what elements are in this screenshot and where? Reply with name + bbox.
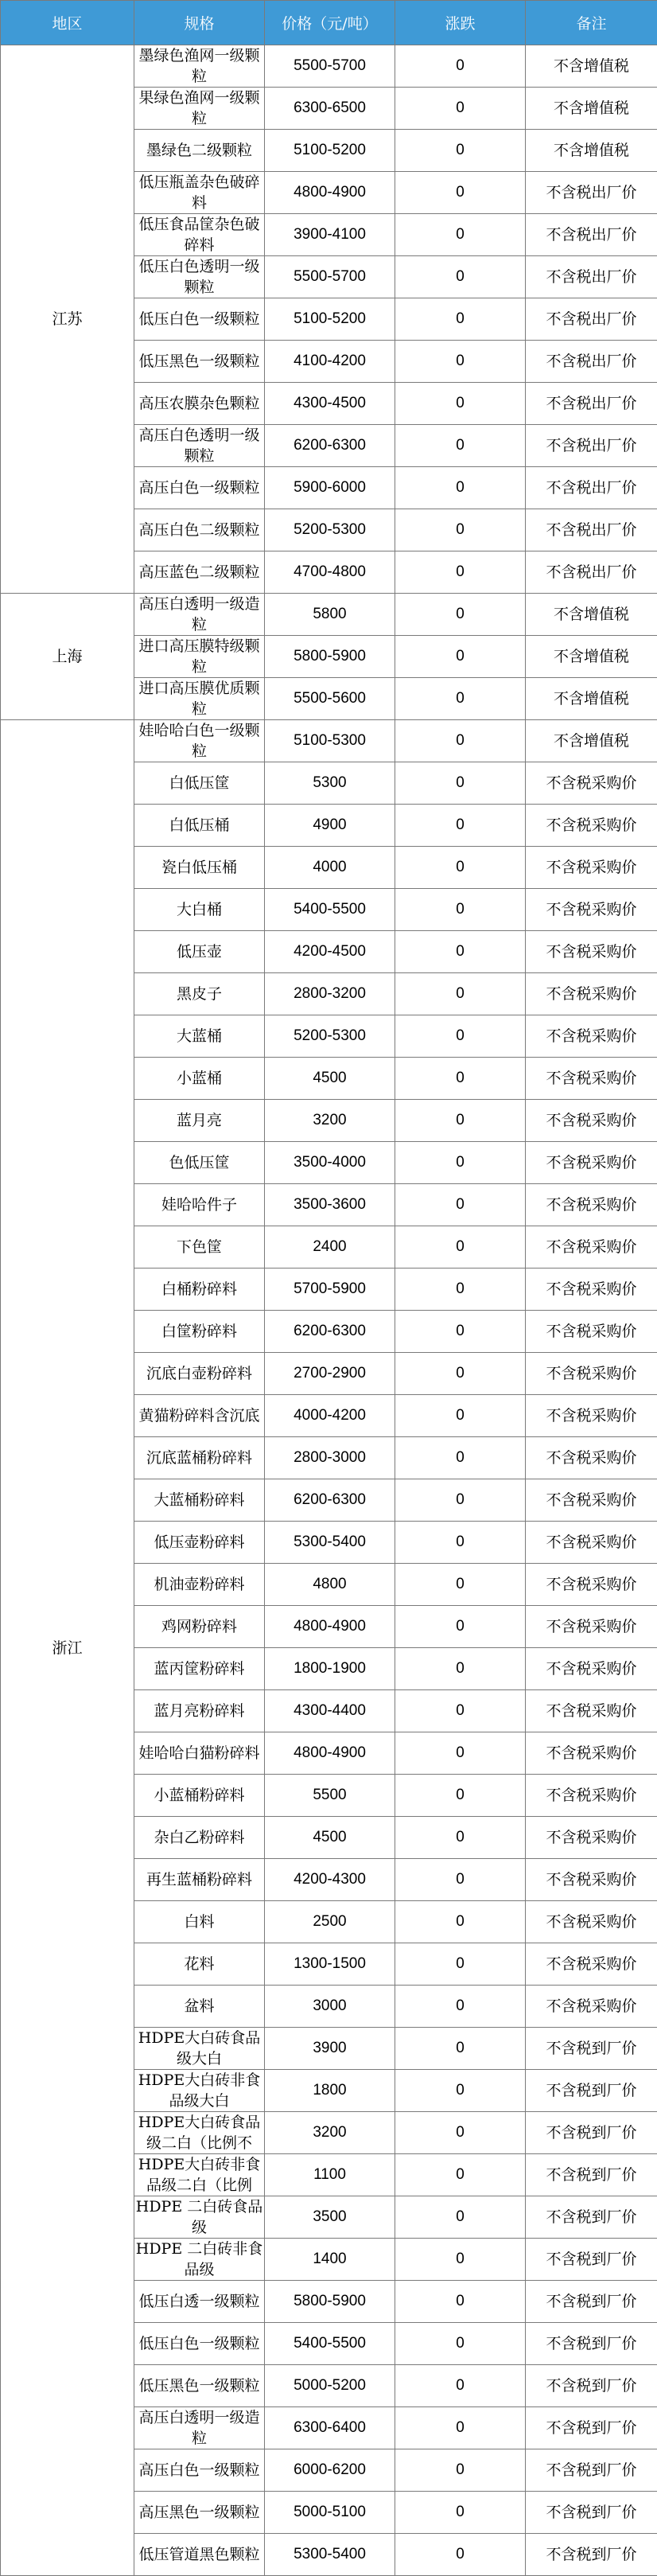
note-cell: 不含税采购价 bbox=[526, 1226, 657, 1269]
spec-cell: 黑皮子 bbox=[134, 973, 265, 1015]
note-cell: 不含税采购价 bbox=[526, 1184, 657, 1226]
price-cell: 3500-4000 bbox=[265, 1142, 395, 1184]
note-cell: 不含税出厂价 bbox=[526, 341, 657, 383]
change-cell: 0 bbox=[395, 1142, 526, 1184]
note-cell: 不含增值税 bbox=[526, 636, 657, 678]
region-cell: 浙江 bbox=[1, 720, 134, 2576]
price-cell: 4800-4900 bbox=[265, 1732, 395, 1775]
change-cell: 0 bbox=[395, 2534, 526, 2576]
change-cell: 0 bbox=[395, 1986, 526, 2028]
note-cell: 不含税出厂价 bbox=[526, 383, 657, 425]
price-cell: 1100 bbox=[265, 2154, 395, 2196]
note-cell: 不含税采购价 bbox=[526, 1732, 657, 1775]
change-cell: 0 bbox=[395, 1817, 526, 1859]
price-cell: 5000-5100 bbox=[265, 2492, 395, 2534]
note-cell: 不含税采购价 bbox=[526, 1269, 657, 1311]
spec-cell: 再生蓝桶粉碎料 bbox=[134, 1859, 265, 1901]
spec-cell: 娃哈哈白猫粉碎料 bbox=[134, 1732, 265, 1775]
change-cell: 0 bbox=[395, 1353, 526, 1395]
change-cell: 0 bbox=[395, 45, 526, 88]
note-cell: 不含税采购价 bbox=[526, 805, 657, 847]
note-cell: 不含税到厂价 bbox=[526, 2239, 657, 2281]
change-cell: 0 bbox=[395, 931, 526, 973]
note-cell: 不含税出厂价 bbox=[526, 425, 657, 467]
spec-cell: 低压白透一级颗粒 bbox=[134, 2281, 265, 2323]
spec-cell: 瓷白低压桶 bbox=[134, 847, 265, 889]
change-cell: 0 bbox=[395, 256, 526, 298]
price-cell: 4700-4800 bbox=[265, 551, 395, 594]
note-cell: 不含税出厂价 bbox=[526, 298, 657, 341]
price-cell: 4500 bbox=[265, 1058, 395, 1100]
price-cell: 5100-5300 bbox=[265, 720, 395, 762]
price-cell: 5300-5400 bbox=[265, 2534, 395, 2576]
note-cell: 不含税采购价 bbox=[526, 1479, 657, 1522]
spec-cell: HDPE大白砖食品级大白 bbox=[134, 2028, 265, 2070]
change-cell: 0 bbox=[395, 1859, 526, 1901]
change-cell: 0 bbox=[395, 2365, 526, 2407]
note-cell: 不含税到厂价 bbox=[526, 2492, 657, 2534]
note-cell: 不含税采购价 bbox=[526, 1901, 657, 1943]
spec-cell: HDPE大白砖非食品级二白（比例 bbox=[134, 2154, 265, 2196]
price-cell: 5000-5200 bbox=[265, 2365, 395, 2407]
change-cell: 0 bbox=[395, 130, 526, 172]
note-cell: 不含税出厂价 bbox=[526, 172, 657, 214]
change-cell: 0 bbox=[395, 1184, 526, 1226]
spec-cell: 白低压筐 bbox=[134, 762, 265, 805]
header-region: 地区 bbox=[1, 1, 134, 45]
spec-cell: 进口高压膜特级颗粒 bbox=[134, 636, 265, 678]
spec-cell: 机油壶粉碎料 bbox=[134, 1564, 265, 1606]
price-cell: 6200-6300 bbox=[265, 1311, 395, 1353]
change-cell: 0 bbox=[395, 973, 526, 1015]
price-cell: 5800-5900 bbox=[265, 636, 395, 678]
note-cell: 不含增值税 bbox=[526, 45, 657, 88]
note-cell: 不含税采购价 bbox=[526, 1395, 657, 1437]
price-cell: 6200-6300 bbox=[265, 1479, 395, 1522]
change-cell: 0 bbox=[395, 1775, 526, 1817]
spec-cell: 蓝月亮粉碎料 bbox=[134, 1690, 265, 1732]
spec-cell: 黄猫粉碎料含沉底 bbox=[134, 1395, 265, 1437]
spec-cell: 大白桶 bbox=[134, 889, 265, 931]
note-cell: 不含税采购价 bbox=[526, 1437, 657, 1479]
change-cell: 0 bbox=[395, 1479, 526, 1522]
spec-cell: 低压黑色一级颗粒 bbox=[134, 341, 265, 383]
price-cell: 4000 bbox=[265, 847, 395, 889]
change-cell: 0 bbox=[395, 467, 526, 509]
change-cell: 0 bbox=[395, 1269, 526, 1311]
spec-cell: 小蓝桶粉碎料 bbox=[134, 1775, 265, 1817]
spec-cell: 高压白色透明一级颗粒 bbox=[134, 425, 265, 467]
price-cell: 6300-6400 bbox=[265, 2407, 395, 2449]
spec-cell: 低压白色一级颗粒 bbox=[134, 298, 265, 341]
spec-cell: 鸡网粉碎料 bbox=[134, 1606, 265, 1648]
spec-cell: 低压黑色一级颗粒 bbox=[134, 2365, 265, 2407]
price-cell: 2700-2900 bbox=[265, 1353, 395, 1395]
note-cell: 不含税采购价 bbox=[526, 1311, 657, 1353]
change-cell: 0 bbox=[395, 1437, 526, 1479]
header-spec: 规格 bbox=[134, 1, 265, 45]
price-cell: 5500 bbox=[265, 1775, 395, 1817]
spec-cell: HDPE 二白砖非食品级 bbox=[134, 2239, 265, 2281]
price-cell: 4300-4400 bbox=[265, 1690, 395, 1732]
change-cell: 0 bbox=[395, 2492, 526, 2534]
note-cell: 不含税到厂价 bbox=[526, 2407, 657, 2449]
price-cell: 1400 bbox=[265, 2239, 395, 2281]
change-cell: 0 bbox=[395, 88, 526, 130]
spec-cell: 娃哈哈件子 bbox=[134, 1184, 265, 1226]
header-note: 备注 bbox=[526, 1, 657, 45]
price-cell: 4900 bbox=[265, 805, 395, 847]
change-cell: 0 bbox=[395, 1606, 526, 1648]
price-cell: 2400 bbox=[265, 1226, 395, 1269]
note-cell: 不含增值税 bbox=[526, 720, 657, 762]
change-cell: 0 bbox=[395, 509, 526, 551]
table-row bbox=[1, 720, 657, 762]
change-cell: 0 bbox=[395, 2449, 526, 2492]
price-cell: 5300-5400 bbox=[265, 1522, 395, 1564]
note-cell: 不含增值税 bbox=[526, 678, 657, 720]
note-cell: 不含税到厂价 bbox=[526, 2154, 657, 2196]
change-cell: 0 bbox=[395, 2070, 526, 2112]
note-cell: 不含税采购价 bbox=[526, 889, 657, 931]
change-cell: 0 bbox=[395, 1564, 526, 1606]
note-cell: 不含税到厂价 bbox=[526, 2028, 657, 2070]
spec-cell: 花料 bbox=[134, 1943, 265, 1986]
change-cell: 0 bbox=[395, 1943, 526, 1986]
note-cell: 不含税到厂价 bbox=[526, 2196, 657, 2239]
price-cell: 2500 bbox=[265, 1901, 395, 1943]
spec-cell: 小蓝桶 bbox=[134, 1058, 265, 1100]
price-cell: 1800 bbox=[265, 2070, 395, 2112]
note-cell: 不含税采购价 bbox=[526, 762, 657, 805]
change-cell: 0 bbox=[395, 1100, 526, 1142]
change-cell: 0 bbox=[395, 762, 526, 805]
note-cell: 不含税到厂价 bbox=[526, 2112, 657, 2154]
price-cell: 3900 bbox=[265, 2028, 395, 2070]
spec-cell: 高压白色一级颗粒 bbox=[134, 467, 265, 509]
spec-cell: 高压白透明一级造粒 bbox=[134, 594, 265, 636]
note-cell: 不含税采购价 bbox=[526, 1522, 657, 1564]
change-cell: 0 bbox=[395, 214, 526, 256]
price-cell: 5400-5500 bbox=[265, 889, 395, 931]
price-cell: 2800-3200 bbox=[265, 973, 395, 1015]
price-cell: 3900-4100 bbox=[265, 214, 395, 256]
price-cell: 4100-4200 bbox=[265, 341, 395, 383]
price-cell: 1800-1900 bbox=[265, 1648, 395, 1690]
price-cell: 5500-5700 bbox=[265, 256, 395, 298]
spec-cell: 进口高压膜优质颗粒 bbox=[134, 678, 265, 720]
change-cell: 0 bbox=[395, 383, 526, 425]
spec-cell: 低压白色一级颗粒 bbox=[134, 2323, 265, 2365]
price-cell: 5400-5500 bbox=[265, 2323, 395, 2365]
change-cell: 0 bbox=[395, 889, 526, 931]
note-cell: 不含税采购价 bbox=[526, 931, 657, 973]
note-cell: 不含税采购价 bbox=[526, 1690, 657, 1732]
change-cell: 0 bbox=[395, 2407, 526, 2449]
spec-cell: 墨绿色二级颗粒 bbox=[134, 130, 265, 172]
spec-cell: 白筐粉碎料 bbox=[134, 1311, 265, 1353]
note-cell: 不含税采购价 bbox=[526, 973, 657, 1015]
change-cell: 0 bbox=[395, 847, 526, 889]
price-cell: 4300-4500 bbox=[265, 383, 395, 425]
note-cell: 不含税采购价 bbox=[526, 1058, 657, 1100]
spec-cell: HDPE大白砖食品级二白（比例不 bbox=[134, 2112, 265, 2154]
spec-cell: 果绿色渔网一级颗粒 bbox=[134, 88, 265, 130]
spec-cell: 大蓝桶 bbox=[134, 1015, 265, 1058]
spec-cell: 高压蓝色二级颗粒 bbox=[134, 551, 265, 594]
change-cell: 0 bbox=[395, 1015, 526, 1058]
price-cell: 5200-5300 bbox=[265, 1015, 395, 1058]
spec-cell: 大蓝桶粉碎料 bbox=[134, 1479, 265, 1522]
change-cell: 0 bbox=[395, 1732, 526, 1775]
price-cell: 6300-6500 bbox=[265, 88, 395, 130]
spec-cell: 高压白色一级颗粒 bbox=[134, 2449, 265, 2492]
table-body bbox=[1, 45, 657, 2576]
spec-cell: 蓝丙筐粉碎料 bbox=[134, 1648, 265, 1690]
spec-cell: HDPE 二白砖食品级 bbox=[134, 2196, 265, 2239]
note-cell: 不含税出厂价 bbox=[526, 256, 657, 298]
spec-cell: 低压食品筐杂色破碎料 bbox=[134, 214, 265, 256]
price-cell: 4800-4900 bbox=[265, 1606, 395, 1648]
change-cell: 0 bbox=[395, 1311, 526, 1353]
change-cell: 0 bbox=[395, 341, 526, 383]
note-cell: 不含增值税 bbox=[526, 594, 657, 636]
note-cell: 不含税采购价 bbox=[526, 1015, 657, 1058]
spec-cell: 下色筐 bbox=[134, 1226, 265, 1269]
price-cell: 3200 bbox=[265, 2112, 395, 2154]
note-cell: 不含税出厂价 bbox=[526, 214, 657, 256]
spec-cell: 低压管道黑色颗粒 bbox=[134, 2534, 265, 2576]
price-cell: 3500 bbox=[265, 2196, 395, 2239]
price-cell: 4500 bbox=[265, 1817, 395, 1859]
price-cell: 5300 bbox=[265, 762, 395, 805]
price-cell: 5100-5200 bbox=[265, 298, 395, 341]
change-cell: 0 bbox=[395, 1648, 526, 1690]
note-cell: 不含税采购价 bbox=[526, 1100, 657, 1142]
note-cell: 不含税采购价 bbox=[526, 1142, 657, 1184]
change-cell: 0 bbox=[395, 2028, 526, 2070]
change-cell: 0 bbox=[395, 1058, 526, 1100]
header-price: 价格（元/吨） bbox=[265, 1, 395, 45]
price-cell: 5800 bbox=[265, 594, 395, 636]
spec-cell: 低压壶 bbox=[134, 931, 265, 973]
spec-cell: 高压农膜杂色颗粒 bbox=[134, 383, 265, 425]
note-cell: 不含税到厂价 bbox=[526, 2449, 657, 2492]
spec-cell: HDPE大白砖非食品级大白 bbox=[134, 2070, 265, 2112]
note-cell: 不含税采购价 bbox=[526, 1859, 657, 1901]
table-header-row bbox=[1, 1, 657, 45]
change-cell: 0 bbox=[395, 678, 526, 720]
note-cell: 不含税采购价 bbox=[526, 1986, 657, 2028]
price-cell: 5100-5200 bbox=[265, 130, 395, 172]
price-cell: 3500-3600 bbox=[265, 1184, 395, 1226]
note-cell: 不含税出厂价 bbox=[526, 509, 657, 551]
price-cell: 5500-5700 bbox=[265, 45, 395, 88]
change-cell: 0 bbox=[395, 1901, 526, 1943]
note-cell: 不含税采购价 bbox=[526, 1648, 657, 1690]
spec-cell: 娃哈哈白色一级颗粒 bbox=[134, 720, 265, 762]
change-cell: 0 bbox=[395, 2112, 526, 2154]
price-cell: 4800 bbox=[265, 1564, 395, 1606]
price-cell: 3200 bbox=[265, 1100, 395, 1142]
price-cell: 5200-5300 bbox=[265, 509, 395, 551]
note-cell: 不含税采购价 bbox=[526, 847, 657, 889]
price-cell: 6000-6200 bbox=[265, 2449, 395, 2492]
price-cell: 4200-4300 bbox=[265, 1859, 395, 1901]
region-cell: 上海 bbox=[1, 594, 134, 720]
spec-cell: 低压白色透明一级颗粒 bbox=[134, 256, 265, 298]
price-cell: 3000 bbox=[265, 1986, 395, 2028]
spec-cell: 白桶粉碎料 bbox=[134, 1269, 265, 1311]
spec-cell: 高压白透明一级造粒 bbox=[134, 2407, 265, 2449]
spec-cell: 低压瓶盖杂色破碎料 bbox=[134, 172, 265, 214]
table-row bbox=[1, 594, 657, 636]
table-row bbox=[1, 45, 657, 88]
change-cell: 0 bbox=[395, 805, 526, 847]
change-cell: 0 bbox=[395, 1690, 526, 1732]
spec-cell: 低压壶粉碎料 bbox=[134, 1522, 265, 1564]
price-cell: 6200-6300 bbox=[265, 425, 395, 467]
note-cell: 不含税出厂价 bbox=[526, 467, 657, 509]
note-cell: 不含税采购价 bbox=[526, 1943, 657, 1986]
price-cell: 2800-3000 bbox=[265, 1437, 395, 1479]
note-cell: 不含税出厂价 bbox=[526, 551, 657, 594]
change-cell: 0 bbox=[395, 1226, 526, 1269]
spec-cell: 蓝月亮 bbox=[134, 1100, 265, 1142]
price-cell: 5900-6000 bbox=[265, 467, 395, 509]
note-cell: 不含税到厂价 bbox=[526, 2070, 657, 2112]
change-cell: 0 bbox=[395, 2323, 526, 2365]
spec-cell: 沉底蓝桶粉碎料 bbox=[134, 1437, 265, 1479]
note-cell: 不含税采购价 bbox=[526, 1606, 657, 1648]
spec-cell: 盆料 bbox=[134, 1986, 265, 2028]
note-cell: 不含增值税 bbox=[526, 130, 657, 172]
change-cell: 0 bbox=[395, 2281, 526, 2323]
change-cell: 0 bbox=[395, 1522, 526, 1564]
note-cell: 不含税采购价 bbox=[526, 1353, 657, 1395]
note-cell: 不含税到厂价 bbox=[526, 2534, 657, 2576]
spec-cell: 墨绿色渔网一级颗粒 bbox=[134, 45, 265, 88]
change-cell: 0 bbox=[395, 551, 526, 594]
price-cell: 5800-5900 bbox=[265, 2281, 395, 2323]
price-cell: 4800-4900 bbox=[265, 172, 395, 214]
change-cell: 0 bbox=[395, 2196, 526, 2239]
spec-cell: 高压白色二级颗粒 bbox=[134, 509, 265, 551]
change-cell: 0 bbox=[395, 298, 526, 341]
spec-cell: 色低压筐 bbox=[134, 1142, 265, 1184]
price-cell: 5700-5900 bbox=[265, 1269, 395, 1311]
change-cell: 0 bbox=[395, 2239, 526, 2281]
change-cell: 0 bbox=[395, 2154, 526, 2196]
header-change: 涨跌 bbox=[395, 1, 526, 45]
change-cell: 0 bbox=[395, 1395, 526, 1437]
note-cell: 不含增值税 bbox=[526, 88, 657, 130]
price-cell: 4200-4500 bbox=[265, 931, 395, 973]
spec-cell: 高压黑色一级颗粒 bbox=[134, 2492, 265, 2534]
change-cell: 0 bbox=[395, 636, 526, 678]
region-cell: 江苏 bbox=[1, 45, 134, 594]
change-cell: 0 bbox=[395, 425, 526, 467]
spec-cell: 白低压桶 bbox=[134, 805, 265, 847]
note-cell: 不含税采购价 bbox=[526, 1775, 657, 1817]
change-cell: 0 bbox=[395, 720, 526, 762]
note-cell: 不含税到厂价 bbox=[526, 2281, 657, 2323]
spec-cell: 白料 bbox=[134, 1901, 265, 1943]
price-cell: 5500-5600 bbox=[265, 678, 395, 720]
change-cell: 0 bbox=[395, 594, 526, 636]
change-cell: 0 bbox=[395, 172, 526, 214]
price-cell: 4000-4200 bbox=[265, 1395, 395, 1437]
price-cell: 1300-1500 bbox=[265, 1943, 395, 1986]
note-cell: 不含税采购价 bbox=[526, 1817, 657, 1859]
spec-cell: 杂白乙粉碎料 bbox=[134, 1817, 265, 1859]
note-cell: 不含税采购价 bbox=[526, 1564, 657, 1606]
note-cell: 不含税到厂价 bbox=[526, 2365, 657, 2407]
spec-cell: 沉底白壶粉碎料 bbox=[134, 1353, 265, 1395]
note-cell: 不含税到厂价 bbox=[526, 2323, 657, 2365]
